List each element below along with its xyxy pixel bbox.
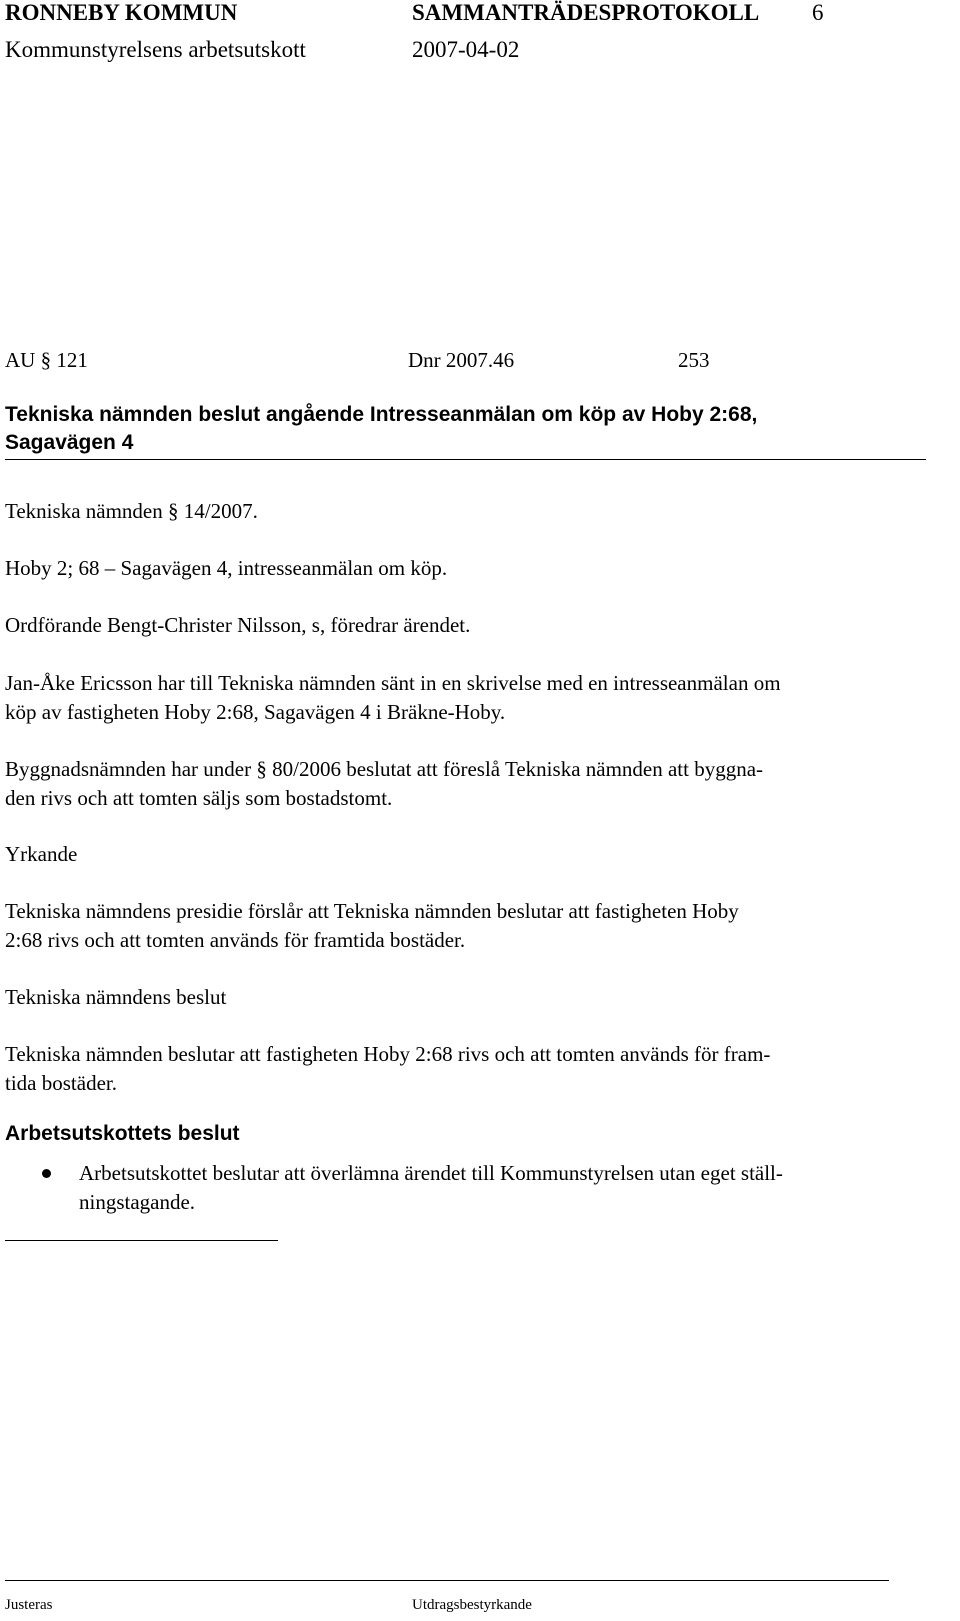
au-reference: AU § 121 <box>5 348 88 372</box>
document-type: SAMMANTRÄDESPROTOKOLL <box>412 0 760 25</box>
paragraph-ericsson-line-2: köp av fastigheten Hoby 2:68, Sagavägen 4 i Bräkne-Hoby. <box>5 700 506 724</box>
paragraph-byggnad-line-2: den rivs och att tomten säljs som bostadstomt. <box>5 786 393 810</box>
yrkande-text-line-1: Tekniska nämndens presidie förslår att Tekniska nämnden beslutar att fastigheten Hoby <box>5 899 739 923</box>
paragraph-byggnad-line-1: Byggnadsnämnden har under § 80/2006 beslutat att föreslå Tekniska nämnden att byggna- <box>5 757 764 781</box>
paragraph-ericsson-line-1: Jan-Åke Ericsson har till Tekniska nämnden sänt in en skrivelse med en intresseanmälan om <box>5 671 781 695</box>
case-title-line-1: Tekniska nämnden beslut angående Intresseanmälan om köp av Hoby 2:68, <box>5 403 758 426</box>
tn-beslut-text-line-2: tida bostäder. <box>5 1071 117 1095</box>
meeting-date: 2007-04-02 <box>412 37 520 62</box>
footer-utdragsbestyrkande: Utdragsbestyrkande <box>412 1597 532 1613</box>
paragraph-subject: Hoby 2; 68 – Sagavägen 4, intresseanmälan om köp. <box>5 556 448 580</box>
footer-justeras: Justeras <box>5 1597 53 1613</box>
tn-beslut-text-line-1: Tekniska nämnden beslutar att fastigheten Hoby 2:68 rivs och att tomten används för fram- <box>5 1042 771 1066</box>
bullet-icon <box>42 1169 51 1178</box>
title-underline <box>5 459 926 460</box>
case-title-line-2: Sagavägen 4 <box>5 431 134 454</box>
au-beslut-bullet-line-2: ningstagande. <box>79 1190 196 1214</box>
committee-name: Kommunstyrelsens arbetsutskott <box>5 37 306 62</box>
tn-beslut-heading: Tekniska nämndens beslut <box>5 985 227 1009</box>
au-beslut-heading: Arbetsutskottets beslut <box>5 1122 240 1145</box>
org-name: RONNEBY KOMMUN <box>5 0 238 25</box>
yrkande-text-line-2: 2:68 rivs och att tomten används för framtida bostäder. <box>5 928 466 952</box>
au-beslut-bullet-line-1: Arbetsutskottet beslutar att överlämna ärendet till Kommunstyrelsen utan eget ställ- <box>79 1161 783 1185</box>
footer-rule <box>5 1580 889 1581</box>
paragraph-chair: Ordförande Bengt-Christer Nilsson, s, föredrar ärendet. <box>5 613 471 637</box>
dnr-reference: Dnr 2007.46 <box>408 348 515 372</box>
paragraph-reference: Tekniska nämnden § 14/2007. <box>5 499 258 523</box>
case-number: 253 <box>678 348 710 372</box>
page-number: 6 <box>812 0 824 25</box>
signature-line <box>5 1240 278 1241</box>
yrkande-heading: Yrkande <box>5 842 78 866</box>
